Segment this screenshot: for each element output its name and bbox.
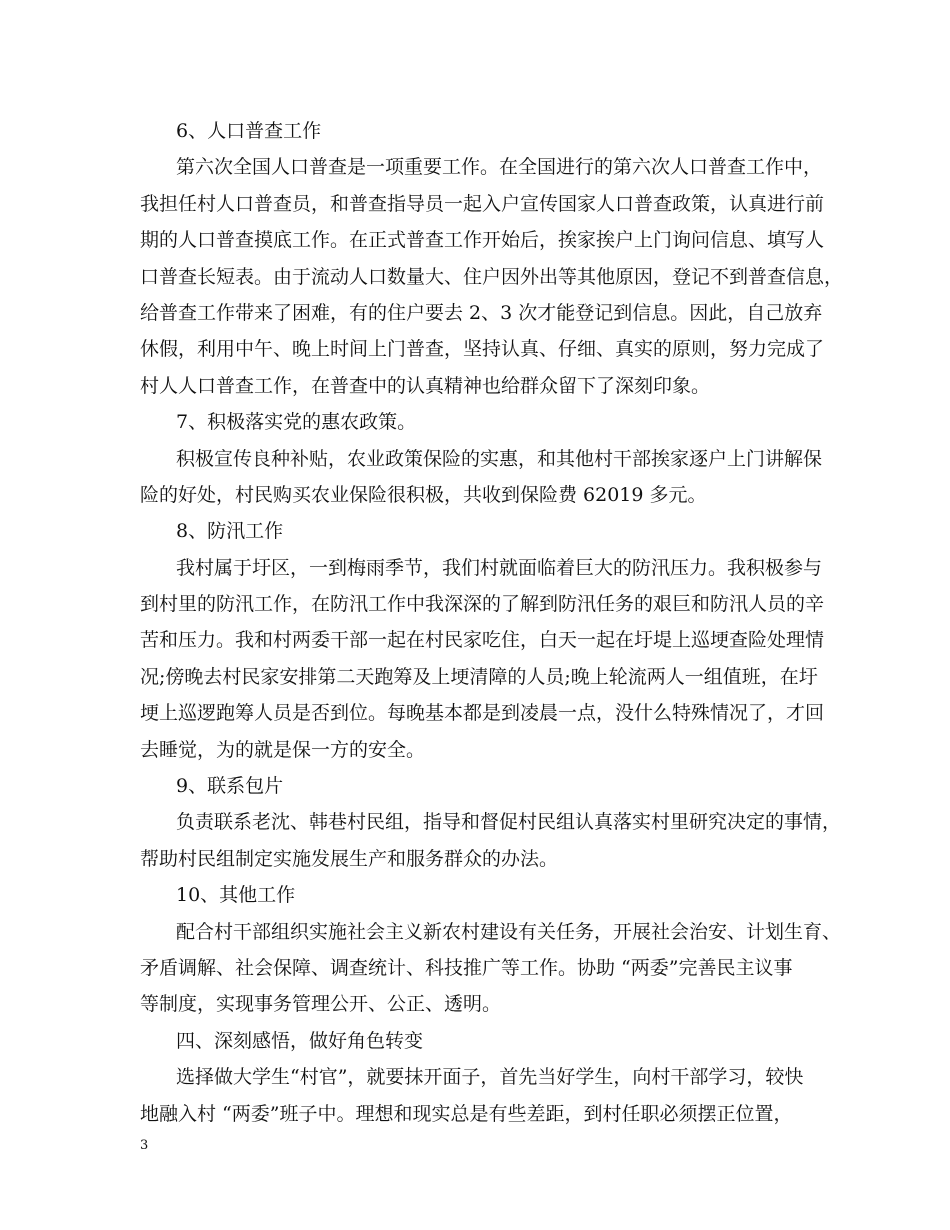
paragraph-first-line: 选择做大学生“村官”，就要抹开面子，首先当好学生，向村干部学习，较快	[176, 1066, 804, 1089]
paragraph-first-line: 6、人口普查工作	[176, 120, 322, 142]
paragraph-first-line: 10、其他工作	[176, 884, 296, 907]
paragraph-line: 地融入村 “两委”班子中。理想和现实总是有些差距，到村任职必须摆正位置，	[140, 1102, 793, 1125]
paragraph-line: 给普查工作带来了困难，有的住户要去 2、3 次才能登记到信息。因此，自己放弃	[140, 301, 823, 324]
paragraph-line: 险的好处，村民购买农业保险很积极，共收到保险费 62019 多元。	[140, 483, 707, 506]
paragraph-line: 况;傍晚去村民家安排第二天跑筹及上埂清障的人员;晚上轮流两人一组值班，在圩	[140, 665, 818, 688]
paragraph-first-line: 8、防汛工作	[176, 520, 284, 543]
paragraph-line: 苦和压力。我和村两委干部一起在村民家吃住，白天一起在圩堤上巡埂查险处理情	[140, 629, 825, 652]
paragraph-first-line: 7、积极落实党的惠农政策。	[176, 411, 417, 434]
paragraph-first-line: 我村属于圩区，一到梅雨季节，我们村就面临着巨大的防汛压力。我积极参与	[176, 556, 823, 579]
document-body	[140, 113, 844, 1132]
paragraph-line: 等制度，实现事务管理公开、公正、透明。	[140, 993, 502, 1016]
paragraph-line: 矛盾调解、社会保障、调查统计、科技推广等工作。协助 “两委”完善民主议事	[140, 956, 793, 979]
paragraph-line: 口普查长短表。由于流动人口数量大、住户因外出等其他原因，登记不到普查信息，	[140, 265, 844, 288]
paragraph-line: 休假，利用中午、晚上时间上门普查，坚持认真、仔细、真实的原则，努力完成了	[140, 338, 825, 361]
paragraph-line: 帮助村民组制定实施发展生产和服务群众的办法。	[140, 847, 559, 870]
paragraph-first-line: 四、深刻感悟，做好角色转变	[176, 1029, 424, 1052]
paragraph-line: 埂上巡逻跑筹人员是否到位。每晚基本都是到凌晨一点，没什么特殊情况了，才回	[140, 702, 825, 725]
paragraph-first-line: 负责联系老沈、韩巷村民组，指导和督促村民组认真落实村里研究决定的事情，	[176, 811, 842, 834]
paragraph-first-line: 配合村干部组织实施社会主义新农村建设有关任务，开展社会治安、计划生育、	[176, 920, 842, 943]
paragraph-first-line: 积极宣传良种补贴，农业政策保险的实惠，和其他村干部挨家逐户上门讲解保	[176, 447, 823, 470]
paragraph-line: 我担任村人口普查员，和普查指导员一起入户宣传国家人口普查政策，认真进行前	[140, 192, 825, 215]
paragraph-first-line: 9、联系包片	[176, 775, 284, 798]
paragraph-first-line: 第六次全国人口普查是一项重要工作。在全国进行的第六次人口普查工作中，	[176, 156, 823, 179]
paragraph-line: 到村里的防汛工作，在防汛工作中我深深的了解到防汛任务的艰巨和防汛人员的辛	[140, 593, 825, 616]
page-number: 3	[140, 1138, 149, 1153]
paragraph-line: 期的人口普查摸底工作。在正式普查工作开始后，挨家挨户上门询问信息、填写人	[140, 229, 825, 252]
paragraph-line: 村人人口普查工作，在普查中的认真精神也给群众留下了深刻印象。	[140, 374, 711, 397]
paragraph-line: 去睡觉，为的就是保一方的安全。	[140, 738, 426, 761]
